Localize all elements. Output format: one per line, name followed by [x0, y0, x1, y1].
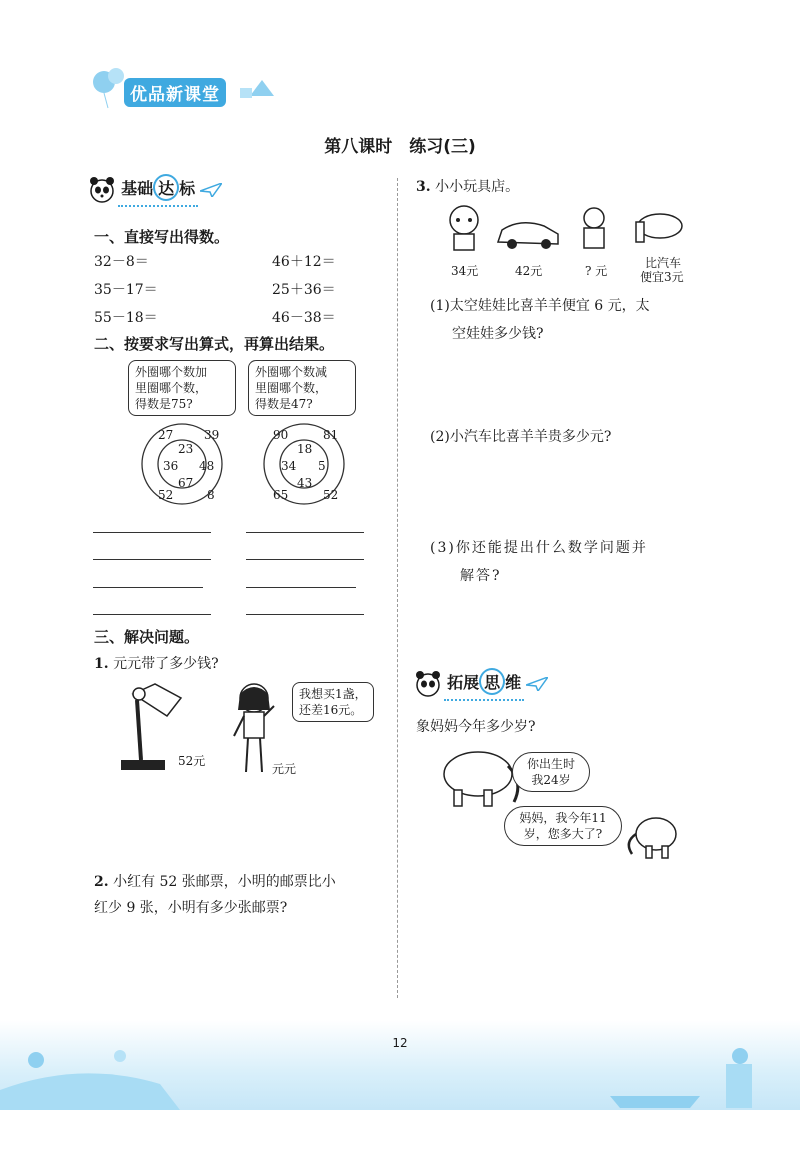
paper-plane-icon — [200, 183, 222, 197]
problem-text: 小红有 52 张邮票，小明的邮票比小 — [113, 874, 336, 890]
q1-item: 46＋12＝ — [272, 254, 336, 270]
q2-heading: 二、按要求写出算式，再算出结果。 — [94, 335, 335, 353]
ring-number: 52 — [158, 488, 174, 502]
airplane-toy-icon — [636, 214, 682, 242]
toy-price: 34元 — [451, 264, 479, 278]
badge-basic-text2: 标 — [179, 179, 196, 198]
astronaut-doll-icon — [584, 208, 604, 248]
footer-decoration — [0, 1020, 800, 1110]
q1-item: 25＋36＝ — [272, 282, 336, 298]
problem-text: 红少 9 张，小明有多少张邮票? — [94, 900, 288, 916]
bubble-line: 外圈哪个数加 — [135, 365, 208, 379]
subquestion-text: (3)你还能提出什么数学问题并 — [430, 540, 648, 556]
toy-price: 比汽车 — [645, 256, 682, 270]
bubble-line: 我想买1盏， — [299, 687, 367, 701]
badge-basic-text: 基础 — [121, 179, 154, 198]
bubble-line: 里圈哪个数， — [255, 381, 328, 395]
answer-line[interactable] — [246, 587, 356, 588]
speech-bubble-subtract — [248, 360, 356, 416]
bubble-line: 外圈哪个数减 — [255, 365, 328, 379]
badge-ext-ring: 思 — [479, 668, 505, 695]
answer-line[interactable] — [246, 559, 364, 560]
answer-line[interactable] — [246, 614, 364, 615]
q1-item: 32－8＝ — [94, 254, 149, 270]
toy-price: ? 元 — [585, 264, 608, 278]
problem-number: 1. — [94, 656, 109, 672]
toy-price: 便宜3元 — [640, 270, 684, 284]
bubble-line: 得数是47? — [255, 397, 313, 411]
subquestion-text: 空娃娃多少钱? — [452, 326, 544, 342]
panda-icon — [88, 175, 116, 205]
problem-number: 2. — [94, 874, 109, 890]
brand-name: 优品新课堂 — [124, 78, 226, 107]
ring-number: 5 — [318, 459, 326, 473]
sheep-toy-icon — [450, 206, 478, 250]
bubble-line: 得数是75? — [135, 397, 193, 411]
baby-speech-bubble — [504, 806, 622, 846]
badge-ext-text2: 维 — [505, 673, 522, 692]
subquestion-text: 解答? — [460, 568, 502, 584]
ring-number: 8 — [207, 488, 215, 502]
car-toy-icon — [498, 223, 558, 249]
section-badge-basic — [88, 174, 222, 207]
q1-item: 46－38＝ — [272, 310, 336, 326]
q1-item: 35－17＝ — [94, 282, 158, 298]
toy-price: 42元 — [515, 264, 543, 278]
subquestion-1 — [430, 292, 720, 348]
answer-line[interactable] — [93, 587, 203, 588]
ring-number: 23 — [178, 442, 194, 456]
ring-number: 52 — [323, 488, 339, 502]
girl-name-label: 元元 — [272, 762, 297, 776]
subquestion-2: (2)小汽车比喜羊羊贵多少元? — [430, 429, 612, 445]
baby-elephant-illustration — [622, 812, 684, 864]
page-title: 第八课时 练习(三) — [324, 137, 476, 157]
ring-number: 67 — [178, 476, 194, 490]
ring-number: 43 — [297, 476, 313, 490]
ring-number: 48 — [199, 459, 215, 473]
problem-3 — [416, 176, 519, 196]
problem-text: 元元带了多少钱? — [113, 656, 219, 672]
problem-number: 3. — [416, 179, 431, 195]
ring-number: 34 — [281, 459, 297, 473]
paper-plane-icon — [526, 677, 548, 691]
bubble-line: 妈妈，我今年11 — [519, 811, 607, 825]
scenery-decoration — [0, 1020, 800, 1110]
mother-speech-bubble — [512, 752, 590, 792]
bubble-line: 里圈哪个数， — [135, 381, 208, 395]
ring-number: 81 — [323, 428, 339, 442]
answer-line[interactable] — [93, 532, 211, 533]
ring-number: 27 — [158, 428, 174, 442]
extension-question: 象妈妈今年多少岁? — [416, 719, 536, 735]
ring-number: 65 — [273, 488, 289, 502]
problem-2 — [94, 869, 394, 921]
ring-number: 90 — [273, 428, 289, 442]
bubble-line: 我24岁 — [531, 773, 571, 787]
panda-icon — [414, 669, 442, 699]
subquestion-text: (1)太空娃娃比喜羊羊便宜 6 元，太 — [430, 298, 650, 314]
girl-speech-bubble — [292, 682, 374, 722]
subquestion-3 — [430, 534, 720, 590]
bubble-line: 你出生时 — [526, 757, 575, 771]
badge-underline — [118, 205, 198, 207]
lamp-price: 52元 — [178, 754, 206, 768]
ring-number: 18 — [297, 442, 313, 456]
answer-line[interactable] — [93, 559, 211, 560]
badge-ext-text: 拓展 — [447, 673, 480, 692]
q1-item: 55－18＝ — [94, 310, 158, 326]
badge-underline — [444, 699, 524, 701]
column-divider — [397, 178, 398, 998]
section-badge-extension — [414, 668, 548, 701]
answer-line[interactable] — [93, 614, 211, 615]
ring-number: 39 — [204, 428, 220, 442]
speech-bubble-add — [128, 360, 236, 416]
q1-heading: 一、直接写出得数。 — [94, 228, 230, 246]
bubble-line: 还差16元。 — [299, 703, 363, 717]
problem-1 — [94, 653, 219, 673]
q3-heading: 三、解决问题。 — [94, 628, 200, 646]
bubble-line: 岁，您多大了? — [523, 827, 603, 841]
badge-basic-ring1: 达 — [153, 174, 179, 201]
toy-illustrations — [440, 204, 700, 260]
page-number: 12 — [392, 1036, 408, 1050]
problem-text: 小小玩具店。 — [435, 179, 520, 195]
answer-line[interactable] — [246, 532, 364, 533]
ring-number: 36 — [163, 459, 179, 473]
